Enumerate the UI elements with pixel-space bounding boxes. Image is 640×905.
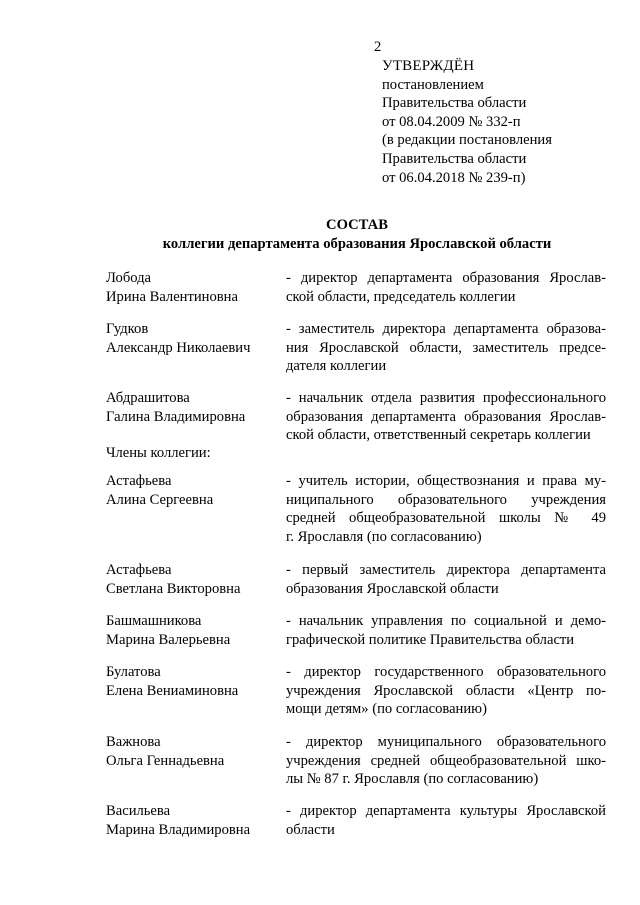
role-line: мощи детям» (по согласованию)	[286, 701, 487, 718]
role-line: - заместитель директора департамента образова-	[286, 321, 606, 337]
member-given-name: Марина Валерьевна	[106, 631, 231, 648]
member-role	[286, 269, 606, 306]
member-surname: Васильева	[106, 803, 171, 819]
member-name	[106, 269, 281, 306]
role-line: дателя коллегии	[286, 358, 387, 375]
approval-line: от 06.04.2018 № 239-п)	[382, 169, 526, 186]
role-line: графической политике Правительства области	[286, 631, 575, 648]
role-line: - учитель истории, обществознания и права му-	[286, 473, 606, 489]
role-line: - директор департамента образования Ярослав-	[286, 270, 606, 286]
approval-line: Правительства области	[382, 150, 527, 167]
role-line: учреждения средней общеобразовательной шко-	[286, 752, 606, 769]
member-given-name: Елена Вениаминовна	[106, 682, 239, 699]
member-name	[106, 320, 281, 357]
member-role	[286, 612, 606, 649]
approval-line: УТВЕРЖДЁН	[382, 58, 475, 74]
member-surname: Астафьева	[106, 562, 172, 578]
role-line: - начальник управления по социальной и демо-	[286, 613, 606, 629]
members-label: Члены коллегии:	[106, 445, 211, 461]
member-role	[286, 733, 606, 789]
document-heading	[0, 216, 640, 254]
member-name	[106, 733, 281, 770]
role-line: г. Ярославля (по согласованию)	[286, 528, 482, 545]
member-name	[106, 663, 281, 700]
member-given-name: Светлана Викторовна	[106, 580, 241, 597]
role-line: - директор департамента культуры Ярославской	[286, 803, 606, 819]
member-given-name: Александр Николаевич	[106, 339, 251, 356]
member-surname: Булатова	[106, 664, 161, 680]
member-surname: Важнова	[106, 734, 161, 750]
role-line: средней общеобразовательной школы № 49	[286, 510, 606, 527]
member-surname: Лобода	[106, 270, 152, 286]
page-number: 2	[374, 39, 382, 55]
approval-line: Правительства области	[382, 95, 527, 112]
role-line: - первый заместитель директора департамента	[286, 562, 606, 578]
role-line: - директор муниципального образовательного	[286, 734, 606, 750]
member-given-name: Ольга Геннадьевна	[106, 752, 225, 769]
member-role	[286, 389, 606, 445]
role-line: ской области, ответственный секретарь коллегии	[286, 427, 591, 444]
approval-line: от 08.04.2009 № 332-п	[382, 113, 521, 130]
role-line: лы № 87 г. Ярославля (по согласованию)	[286, 771, 539, 788]
member-given-name: Алина Сергеевна	[106, 491, 214, 508]
member-role	[286, 802, 606, 839]
member-name	[106, 802, 281, 839]
role-line: ния Ярославской области, заместитель предсе-	[286, 339, 606, 356]
role-line: ниципального образовательного учреждения	[286, 491, 606, 508]
role-line: ской области, председатель коллегии	[286, 288, 516, 305]
role-line: учреждения Ярославской области «Центр по-	[286, 682, 606, 699]
role-line: - директор государственного образовательного	[286, 664, 606, 680]
document-subtitle: коллегии департамента образования Ярославской области	[162, 236, 552, 252]
approval-line: (в редакции постановления	[382, 132, 552, 149]
member-given-name: Ирина Валентиновна	[106, 288, 238, 305]
member-surname: Абдрашитова	[106, 390, 190, 406]
document-title: СОСТАВ	[326, 217, 388, 233]
role-line: образования Ярославской области	[286, 580, 499, 597]
role-line: образования департамента образования Ярослав-	[286, 408, 606, 425]
approval-line: постановлением	[382, 76, 484, 93]
member-name	[106, 612, 281, 649]
member-surname: Астафьева	[106, 473, 172, 489]
member-role	[286, 663, 606, 719]
member-role	[286, 320, 606, 376]
approval-stamp	[382, 57, 632, 187]
member-given-name: Галина Владимировна	[106, 408, 246, 425]
role-line: - начальник отдела развития профессионального	[286, 390, 606, 406]
member-name	[106, 472, 281, 509]
member-surname: Башмашникова	[106, 613, 202, 629]
role-line: области	[286, 821, 335, 838]
member-name	[106, 389, 281, 426]
member-role	[286, 472, 606, 546]
member-role	[286, 561, 606, 598]
member-name	[106, 561, 281, 598]
member-surname: Гудков	[106, 321, 149, 337]
member-given-name: Марина Владимировна	[106, 821, 251, 838]
